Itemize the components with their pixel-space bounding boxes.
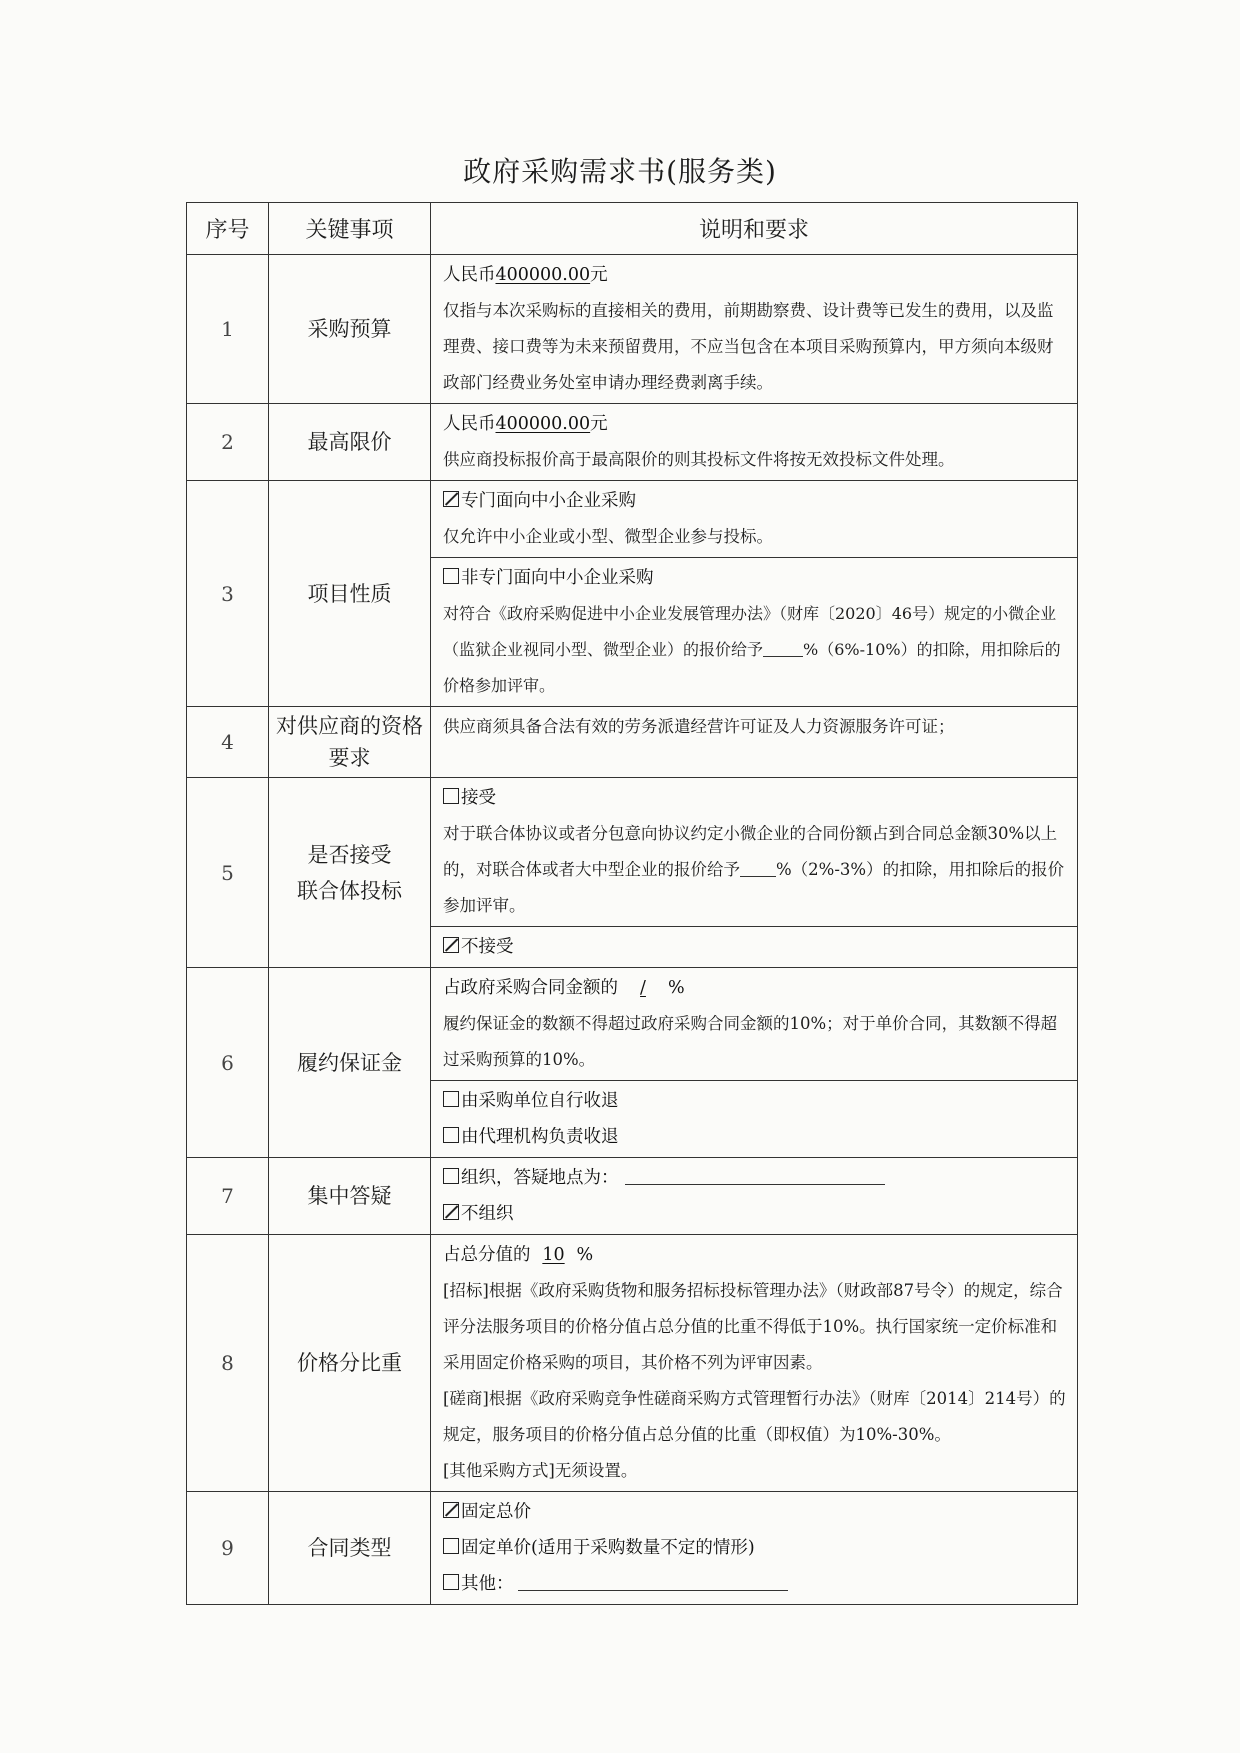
- option-fixed-total: 固定总价: [461, 1502, 531, 1522]
- option-not-sme-only: 非专门面向中小企业采购: [461, 568, 654, 588]
- price-weight-value: 10: [542, 1245, 565, 1265]
- checked-checkbox-icon[interactable]: [443, 1204, 459, 1220]
- row-key: 项目性质: [269, 481, 431, 707]
- row-key-line: 联合体投标: [297, 878, 402, 903]
- table-row: [187, 707, 1078, 778]
- option-other: 其他：: [461, 1574, 514, 1594]
- consortium-text-b: %（2%-3%）的扣除，用扣除后的报价参加评审。: [443, 860, 1065, 915]
- option-not-sme-only-note: [443, 596, 1067, 704]
- row-desc: [431, 968, 1078, 1158]
- row-desc: [431, 1158, 1078, 1235]
- table-row: [187, 481, 1078, 707]
- tender-rule: [招标]根据《政府采购货物和服务招标投标管理办法》（财政部87号令）的规定，综合评分法服务项目的价格分值占总分值的比重不得低于10%。执行国家统一定价标准和采用固定价格采购的项目，其价格不列为评审因素。: [443, 1281, 1063, 1372]
- checked-checkbox-icon[interactable]: [443, 491, 459, 507]
- row-number: 2: [187, 404, 269, 481]
- table-row: [187, 255, 1078, 404]
- checked-checkbox-icon[interactable]: [443, 1502, 459, 1518]
- qualification-text: 供应商须具备合法有效的劳务派遣经营许可证及人力资源服务许可证；: [443, 717, 955, 736]
- header-no: 序号: [187, 203, 269, 255]
- deposit-percent-line: [443, 970, 1067, 1006]
- consortium-blank: [740, 856, 776, 877]
- header-desc: 说明和要求: [431, 203, 1078, 255]
- unchecked-checkbox-icon[interactable]: [443, 1538, 459, 1554]
- row-desc: [431, 404, 1078, 481]
- row-number: 9: [187, 1492, 269, 1605]
- row-key: 对供应商的资格要求: [269, 707, 431, 778]
- page-title: 政府采购需求书(服务类): [463, 155, 777, 188]
- requirements-table: [186, 202, 1078, 1605]
- currency-label: 人民币: [443, 265, 496, 285]
- max-price-note: 供应商投标报价高于最高限价的则其投标文件将按无效投标文件处理。: [443, 450, 955, 469]
- row-desc: [431, 481, 1078, 707]
- option-agency-refund: 由代理机构负责收退: [461, 1127, 619, 1147]
- row-number: 3: [187, 481, 269, 707]
- table-row: [187, 1235, 1078, 1492]
- table-row: [187, 1492, 1078, 1605]
- row-desc: [431, 1235, 1078, 1492]
- row-key-line: 是否接受: [307, 842, 392, 867]
- budget-amount: 400000.00: [495, 265, 591, 285]
- row-key: [269, 778, 431, 968]
- deduction-text-b: %（6%-10%）的扣除，用扣除后的价格参加评审。: [443, 640, 1061, 695]
- max-price-amount: 400000.00: [495, 414, 591, 434]
- percent-unit: %: [576, 1245, 594, 1265]
- max-price-line: [443, 406, 1067, 442]
- deduction-blank: [763, 636, 803, 657]
- table-row: [187, 968, 1078, 1158]
- table-row: [187, 404, 1078, 481]
- consortium-text-a: 对于联合体协议或者分包意向协议约定小微企业的合同份额占到合同总金额30%以上的，对联合体或者大中型企业的报价给予: [443, 824, 1058, 879]
- option-organize: 组织，答疑地点为：: [461, 1168, 619, 1188]
- other-rule: [其他采购方式]无须设置。: [443, 1461, 638, 1480]
- deduction-text-a: 对符合《政府采购促进中小企业发展管理办法》（财库〔2020〕46号）规定的小微企业（监狱企业视同小型、微型企业）的报价给予: [443, 604, 1057, 659]
- deposit-percent-label: 占政府采购合同金额的: [443, 978, 618, 998]
- deposit-percent-value: /: [640, 978, 646, 998]
- row-number: 8: [187, 1235, 269, 1492]
- option-sme-only: 专门面向中小企业采购: [461, 491, 636, 511]
- unchecked-checkbox-icon[interactable]: [443, 1574, 459, 1590]
- unchecked-checkbox-icon[interactable]: [443, 1168, 459, 1184]
- option-accept-note: [443, 816, 1067, 924]
- table-header-row: [187, 203, 1078, 255]
- unchecked-checkbox-icon[interactable]: [443, 1091, 459, 1107]
- option-fixed-unit: 固定单价(适用于采购数量不定的情形): [461, 1538, 755, 1558]
- deposit-note: 履约保证金的数额不得超过政府采购合同金额的10%；对于单价合同，其数额不得超过采购预算的10%。: [443, 1014, 1058, 1069]
- row-desc: [431, 1492, 1078, 1605]
- row-desc: [431, 778, 1078, 968]
- row-key: 履约保证金: [269, 968, 431, 1158]
- row-key: 集中答疑: [269, 1158, 431, 1235]
- currency-unit: 元: [590, 265, 608, 285]
- row-number: 1: [187, 255, 269, 404]
- checked-checkbox-icon[interactable]: [443, 937, 459, 953]
- row-number: 4: [187, 707, 269, 778]
- row-number: 5: [187, 778, 269, 968]
- budget-line: [443, 257, 1067, 293]
- header-key: 关键事项: [269, 203, 431, 255]
- unchecked-checkbox-icon[interactable]: [443, 1127, 459, 1143]
- option-not-organize: 不组织: [461, 1204, 514, 1224]
- option-sme-only-note: 仅允许中小企业或小型、微型企业参与投标。: [443, 527, 773, 546]
- row-number: 6: [187, 968, 269, 1158]
- row-number: 7: [187, 1158, 269, 1235]
- row-key: 合同类型: [269, 1492, 431, 1605]
- table-row: [187, 778, 1078, 968]
- row-desc: [431, 707, 1078, 778]
- row-desc: [431, 255, 1078, 404]
- option-accept: 接受: [461, 788, 496, 808]
- row-key: 最高限价: [269, 404, 431, 481]
- percent-unit: %: [668, 978, 685, 998]
- location-blank: [625, 1164, 885, 1185]
- unchecked-checkbox-icon[interactable]: [443, 568, 459, 584]
- option-not-accept: 不接受: [461, 937, 514, 957]
- budget-note: 仅指与本次采购标的直接相关的费用，前期勘察费、设计费等已发生的费用，以及监理费、接口费等为未来预留费用，不应当包含在本项目采购预算内，甲方须向本级财政部门经费业务处室申请办理经费剥离手续。: [443, 301, 1054, 392]
- unchecked-checkbox-icon[interactable]: [443, 788, 459, 804]
- price-weight-line: [443, 1237, 1067, 1273]
- row-key: 采购预算: [269, 255, 431, 404]
- other-blank: [518, 1570, 788, 1591]
- price-weight-label: 占总分值的: [443, 1245, 531, 1265]
- row-key: 价格分比重: [269, 1235, 431, 1492]
- consult-rule: [磋商]根据《政府采购竞争性磋商采购方式管理暂行办法》（财库〔2014〕214号）的规定，服务项目的价格分值占总分值的比重（即权值）为10%-30%。: [443, 1389, 1066, 1444]
- currency-label: 人民币: [443, 414, 496, 434]
- option-unit-refund: 由采购单位自行收退: [461, 1091, 619, 1111]
- currency-unit: 元: [590, 414, 608, 434]
- table-row: [187, 1158, 1078, 1235]
